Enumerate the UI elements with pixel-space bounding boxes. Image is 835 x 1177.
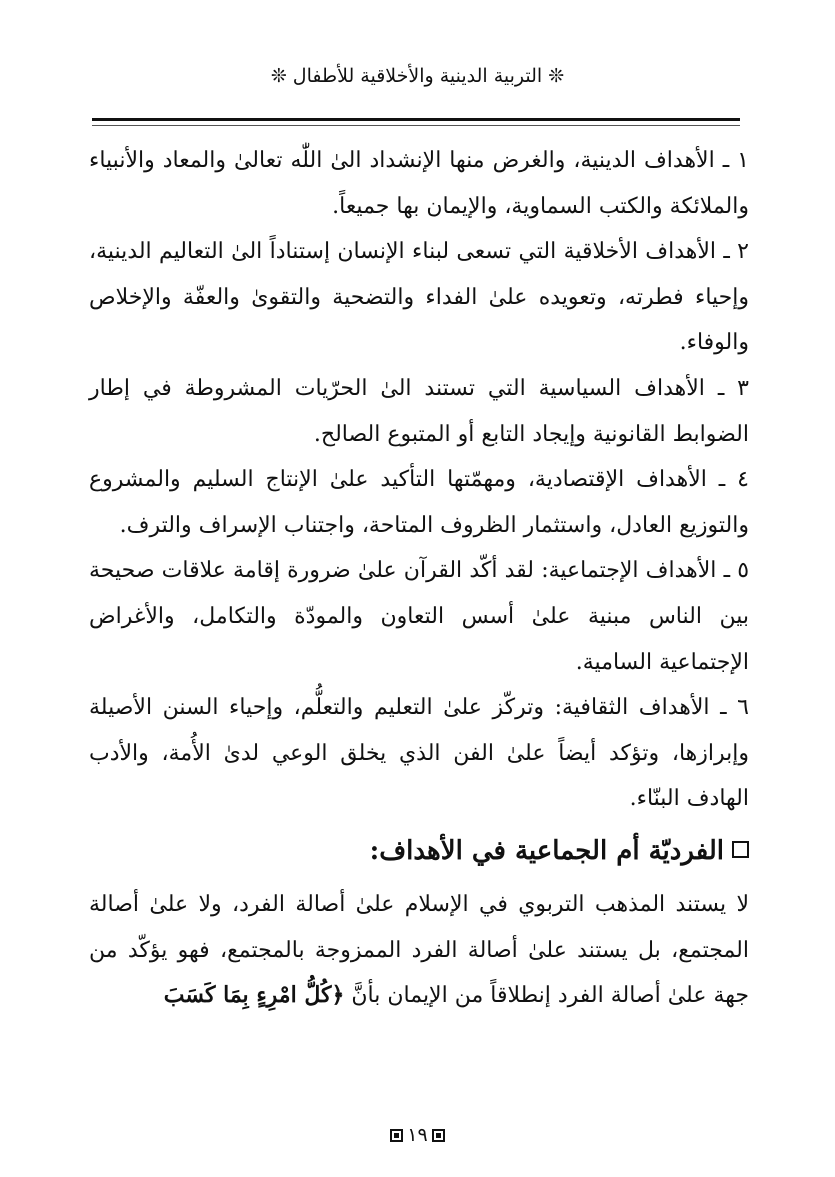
running-header: ❊ التربية الدينية والأخلاقية للأطفال ❊	[270, 65, 565, 87]
item-number: ٦ ـ	[720, 695, 749, 721]
section-heading	[89, 826, 749, 876]
page-body	[89, 138, 749, 1019]
item-number: ٥ ـ	[723, 558, 750, 584]
item-title: الأهداف الإجتماعية:	[541, 558, 717, 584]
page-number-text: ١٩	[407, 1124, 428, 1146]
list-item	[89, 229, 749, 366]
section-paragraph	[89, 882, 749, 1019]
paragraph-text: لا يستند المذهب التربوي في الإسلام علىٰ أصالة الفرد، ولا علىٰ أصالة المجتمع، بل يستند علىٰ أصالة الفرد الممزوجة بالمجتمع، فهو يؤكّد من جهة علىٰ أصالة الفرد إنطلاقاً من الإيمان بأنَّ	[89, 891, 749, 1009]
item-number: ١ ـ	[722, 148, 749, 173]
item-title: الأهداف الإقتصادية،	[527, 467, 707, 493]
list-item	[89, 138, 749, 229]
item-number: ٢ ـ	[723, 239, 749, 265]
square-ornament-icon	[432, 1129, 445, 1142]
square-ornament-icon	[390, 1129, 403, 1142]
item-number: ٤ ـ	[718, 467, 749, 493]
item-text: ومهمّتها التأكيد علىٰ الإنتاج السليم والمشروع والتوزيع العادل، واستثمار الظروف المتاحة، واجتناب الإسراف والترف.	[89, 467, 749, 538]
item-text: لقد أكّد القرآن علىٰ ضرورة إقامة علاقات صحيحة بين الناس مبنية علىٰ أسس التعاون والمودّة والتكامل، والأغراض الإجتماعية السامية.	[89, 558, 749, 675]
item-title: الأهداف الثقافية:	[554, 695, 710, 721]
section-heading-text: الفرديّة أم الجماعية في الأهداف:	[369, 835, 724, 866]
header-rule	[92, 118, 740, 121]
square-bullet-icon	[732, 841, 749, 858]
page-number	[0, 1122, 835, 1148]
header-rule-thin	[92, 125, 740, 126]
item-text: والغرض منها الإنشداد الىٰ اللّٰه تعالىٰ والمعاد والأنبياء والملائكة والكتب السماوية، والإيمان بها جميعاً.	[89, 148, 749, 219]
list-item	[89, 366, 749, 457]
quran-quote: ﴿كُلُّ امْرِءٍ بِمَا كَسَبَ	[163, 982, 345, 1009]
list-item	[89, 548, 749, 685]
list-item	[89, 685, 749, 822]
item-text: وتركّز علىٰ التعليم والتعلُّم، وإحياء السنن الأصيلة وإبرازها، وتؤكد أيضاً علىٰ الفن الذي يخلق الوعي لدىٰ الأُمة، والأدب الهادف البنّاء.	[89, 695, 749, 812]
item-title: الأهداف الدينية،	[573, 148, 715, 173]
list-item	[89, 457, 749, 548]
item-text: التي تسعى لبناء الإنسان إستناداً الىٰ التعاليم الدينية، وإحياء فطرته، وتعويده علىٰ الفداء والتضحية والتقوىٰ والعفّة والإخلاص والوفاء.	[89, 239, 749, 356]
item-text: التي تستند الىٰ الحرّيات المشروطة في إطار الضوابط القانونية وإيجاد التابع أو المتبوع الصالح.	[89, 375, 749, 447]
item-title: الأهداف الأخلاقية	[563, 239, 717, 265]
item-title: الأهداف السياسية	[538, 375, 705, 401]
item-number: ٣ ـ	[717, 375, 749, 401]
